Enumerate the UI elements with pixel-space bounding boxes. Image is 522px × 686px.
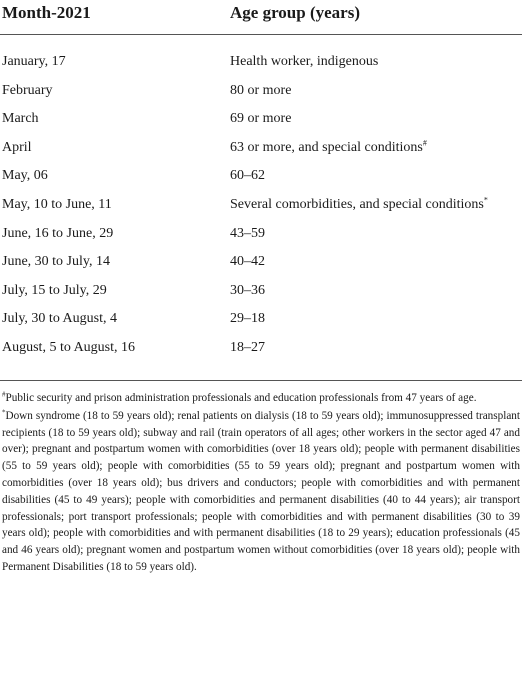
footnote-mark: #: [2, 390, 6, 399]
cell-month: May, 10 to June, 11: [2, 196, 112, 212]
cell-age-group: Several comorbidities, and special conditions*: [230, 195, 488, 212]
cell-month: April: [2, 139, 32, 155]
cell-month: May, 06: [2, 168, 48, 184]
cell-age-group: 43–59: [230, 225, 265, 241]
footnote-mark: *: [2, 408, 6, 417]
cell-age-group: 80 or more: [230, 82, 292, 98]
cell-month: January, 17: [2, 54, 66, 69]
cell-month: July, 30 to August, 4: [2, 311, 117, 327]
table-footnotes: [2, 390, 520, 576]
header-age-group: Age group (years): [230, 3, 360, 22]
cell-month: August, 5 to August, 16: [2, 339, 136, 355]
table-row: [0, 166, 522, 195]
table-row: [0, 338, 522, 367]
cell-age-group: 69 or more: [230, 111, 292, 127]
cell-age-group: Health worker, indigenous: [230, 54, 379, 69]
cell-age-group: 60–62: [230, 168, 265, 184]
footnote-hash: [2, 390, 520, 407]
footnote-mark: #: [422, 138, 427, 148]
header-rule: [0, 34, 522, 35]
cell-age-group: 40–42: [230, 254, 265, 270]
cell-month: February: [2, 82, 53, 98]
cell-age-group: 29–18: [230, 311, 265, 327]
table-row: [0, 281, 522, 310]
footnote-text: Down syndrome (18 to 59 years old); renal patients on dialysis (18 to 59 years old); immunosuppressed transplant recipients (18 to 59 years old); subway and rail (train operators of all ages; other workers in the sector aged 47 and over); pregnant and postpartum women with comorbidities (over 18 years old); people with permanent disabilities (55 to 59 years old); people with comorbidities (55 to 59 years old); pregnant and postpartum women with comorbidities (over 18 years old); bus drivers and conductors; people with comorbidities and with permanent disabilities (45 to 49 years); people with comorbidities and permanent disabilities (40 to 44 years); air transport professionals; port transport professionals; people with comorbidities and with permanent disabilities (30 to 39 years old); people with comorbidities and with permanent disabilities (18 to 29 years); education professionals (45 and 46 years old); pregnant women and postpartum women without comorbidities (over 18 years old); people with Permanent Disabilities (18 to 59 years old).: [2, 409, 520, 573]
table-row: [0, 195, 522, 224]
footnote-asterisk: [2, 408, 520, 576]
table-row: [0, 252, 522, 281]
cell-age-group: 18–27: [230, 339, 265, 355]
header-month: Month-2021: [2, 3, 91, 22]
table-row: [0, 81, 522, 110]
table-body: [0, 52, 522, 367]
footnote-mark: *: [483, 195, 488, 205]
footnote-text: Public security and prison administration professionals and education professionals from 47 years of age.: [5, 392, 477, 404]
cell-month: June, 16 to June, 29: [2, 225, 114, 241]
cell-month: June, 30 to July, 14: [2, 254, 110, 270]
cell-month: March: [2, 111, 39, 127]
table-row: [0, 224, 522, 253]
table-row: [0, 138, 522, 167]
table-row: [0, 52, 522, 81]
table-bottom-rule: [0, 380, 522, 381]
table-row: [0, 309, 522, 338]
cell-age-group: 63 or more, and special conditions#: [230, 138, 427, 155]
table-row: [0, 109, 522, 138]
cell-age-group: 30–36: [230, 282, 265, 298]
cell-month: July, 15 to July, 29: [2, 282, 107, 298]
